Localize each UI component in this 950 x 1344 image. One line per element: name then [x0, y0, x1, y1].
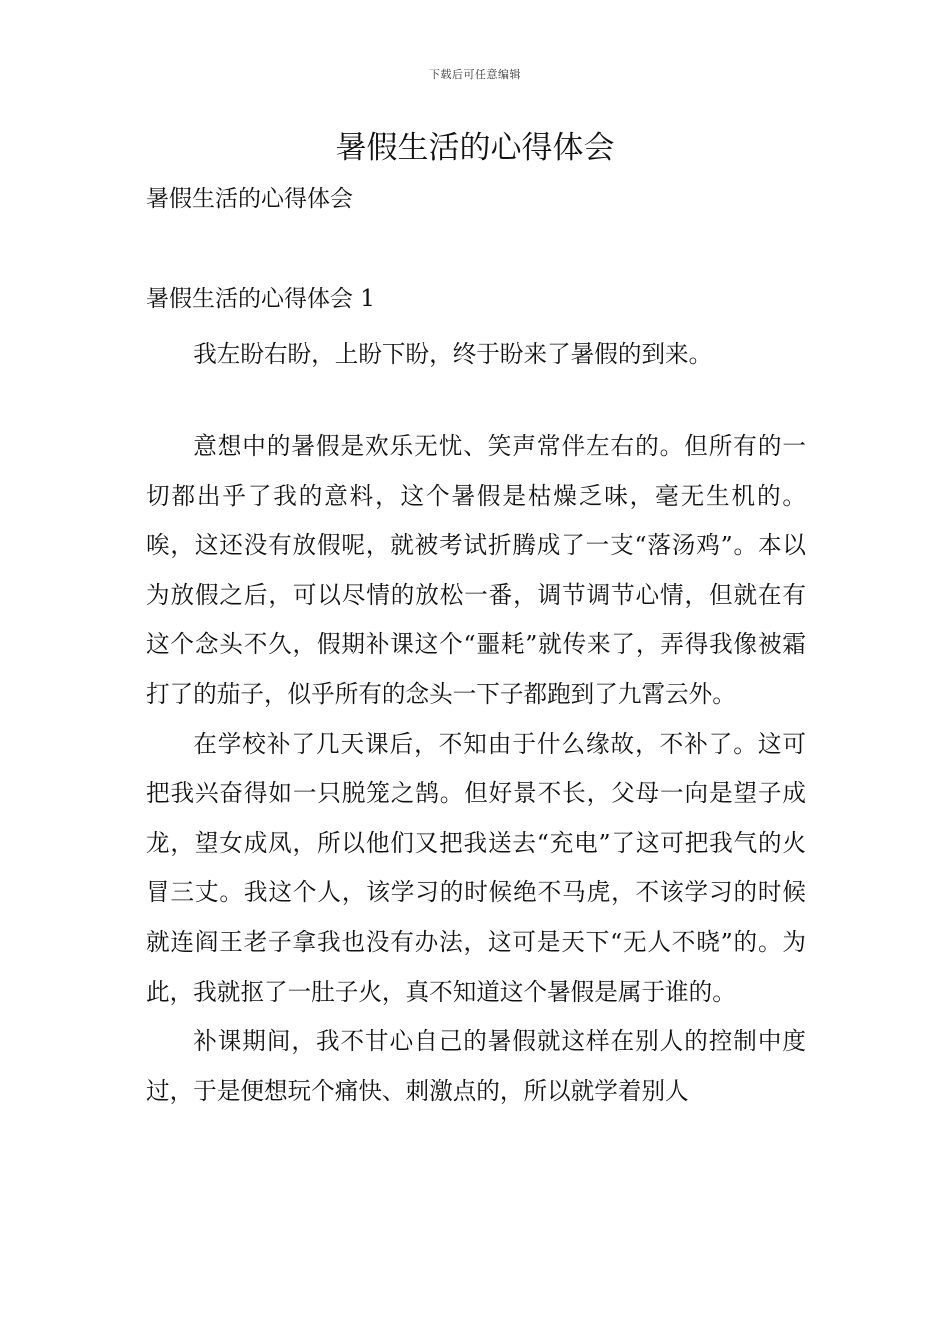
- document-subtitle: 暑假生活的心得体会: [146, 186, 353, 212]
- intro-paragraph-block: [146, 330, 806, 380]
- header-note: 下载后可任意编辑: [429, 68, 521, 81]
- paragraph: 我左盼右盼，上盼下盼，终于盼来了暑假的到来。: [193, 340, 713, 368]
- body-text: [146, 422, 806, 1116]
- section-heading: 暑假生活的心得体会 1: [146, 286, 375, 312]
- paragraph: 在学校补了几天课后，不知由于什么缘故，不补了。这可把我兴奋得如一只脱笼之鹄。但好景不长，父母一向是望子成龙，望女成凤，所以他们又把我送去“充电”了这可把我气的火冒三丈。我这个人，该学习的时候绝不马虎，不该学习的时候就连阎王老子拿我也没有办法，这可是天下“无人不晓”的。为此，我就抠了一肚子火，真不知道这个暑假是属于谁的。: [146, 729, 806, 1006]
- paragraph: 意想中的暑假是欢乐无忧、笑声常伴左右的。但所有的一切都出乎了我的意料，这个暑假是枯燥乏味，毫无生机的。唉，这还没有放假呢，就被考试折腾成了一支“落汤鸡”。本以为放假之后，可以尽情的放松一番，调节调节心情，但就在有这个念头不久，假期补课这个“噩耗”就传来了，弄得我像被霜打了的茄子，似乎所有的念头一下子都跑到了九霄云外。: [146, 432, 806, 708]
- paragraph: 补课期间，我不甘心自己的暑假就这样在别人的控制中度过，于是便想玩个痛快、刺激点的，所以就学着别人: [146, 1027, 806, 1105]
- document-title: 暑假生活的心得体会: [335, 130, 615, 166]
